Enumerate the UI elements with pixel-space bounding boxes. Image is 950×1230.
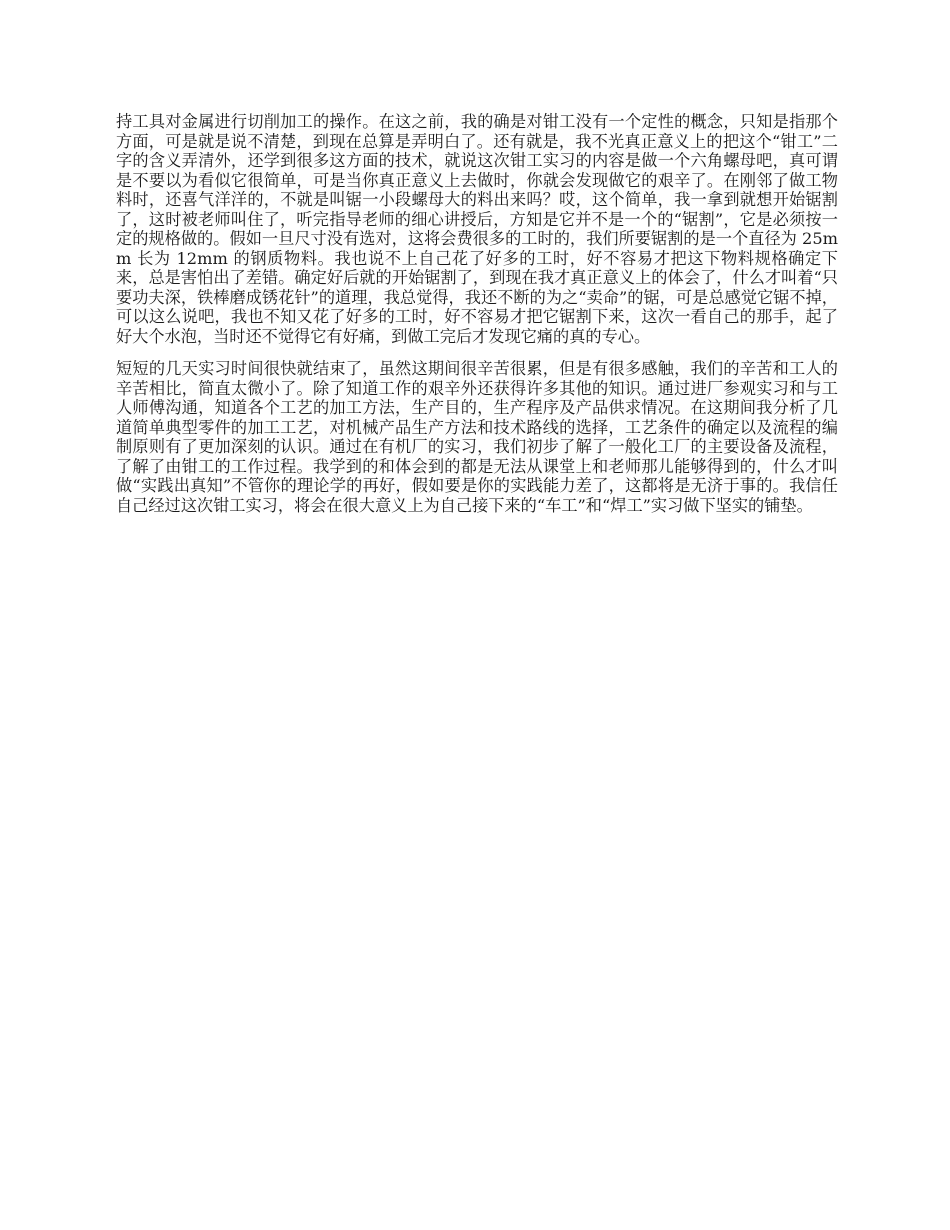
document-body — [116, 112, 838, 528]
paragraph-2: 短短的几天实习时间很快就结束了，虽然这期间很辛苦很累，但是有很多感触，我们的辛苦和工人的辛苦相比，简直太微小了。除了知道工作的艰辛外还获得许多其他的知识。通过进厂参观实习和与工人师傅沟通，知道各个工艺的加工方法，生产目的，生产程序及产品供求情况。在这期间我分析了几道简单典型零件的加工工艺，对机械产品生产方法和技术路线的选择，工艺条件的确定以及流程的编制原则有了更加深刻的认识。通过在有机厂的实习，我们初步了解了一般化工厂的主要设备及流程，了解了由钳工的工作过程。我学到的和体会到的都是无法从课堂上和老师那儿能够得到的，什么才叫做“实践出真知”不管你的理论学的再好，假如要是你的实践能力差了，这都将是无济于事的。我信任自己经过这次钳工实习，将会在很大意义上为自己接下来的“车工”和“焊工”实习做下坚实的铺垫。 — [116, 359, 838, 515]
paragraph-1: 持工具对金属进行切削加工的操作。在这之前，我的确是对钳工没有一个定性的概念，只知是指那个方面，可是就是说不清楚，到现在总算是弄明白了。还有就是，我不光真正意义上的把这个“钳工”二字的含义弄清外，还学到很多这方面的技术，就说这次钳工实习的内容是做一个六角螺母吧，真可谓是不要以为看似它很简单，可是当你真正意义上去做时，你就会发现做它的艰辛了。在刚邻了做工物料时，还喜气洋洋的，不就是叫锯一小段螺母大的料出来吗？哎，这个简单，我一拿到就想开始锯割了，这时被老师叫住了，听完指导老师的细心讲授后，方知是它并不是一个的“锯割”，它是必须按一定的规格做的。假如一旦尺寸没有选对，这将会费很多的工时的，我们所要锯割的是一个直径为 25mm 长为 12mm 的钢质物料。我也说不上自己花了好多的工时，好不容易才把这下物料规格确定下来，总是害怕出了差错。确定好后就的开始锯割了，到现在我才真正意义上的体会了，什么才叫着“只要功夫深，铁棒磨成锈花针”的道理，我总觉得，我还不断的为之“卖命”的锯，可是总感觉它锯不掉，可以这么说吧，我也不知又花了好多的工时，好不容易才把它锯割下来，这次一看自己的那手，起了好大个水泡，当时还不觉得它有好痛，到做工完后才发现它痛的真的专心。 — [116, 112, 838, 346]
